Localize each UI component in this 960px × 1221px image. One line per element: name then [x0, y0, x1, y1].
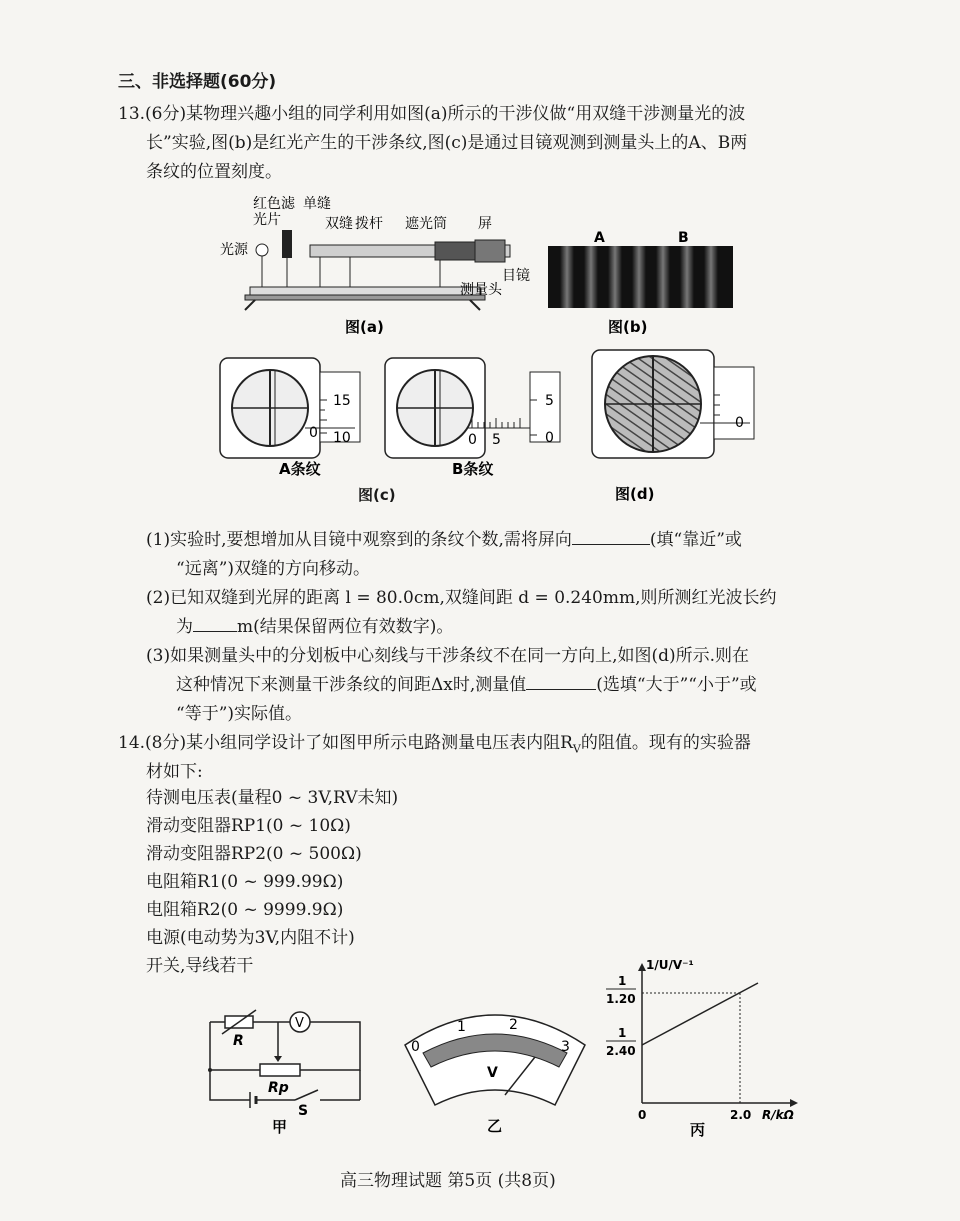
q13-p1-text-b: (填“靠近”或 [649, 530, 742, 550]
fig-bing-ytick-top-num: 1 [618, 974, 627, 988]
fig-bing-x-tick: 2.0 [730, 1108, 752, 1122]
fig-c-a-tick-10: 10 [333, 430, 351, 446]
figure-yi-dial [395, 995, 595, 1140]
fig-yi-unit: V [487, 1065, 498, 1081]
q13-p2-line2 [176, 613, 453, 641]
q14-line1 [118, 729, 751, 763]
fig-c-b-tick-0-left: 0 [468, 432, 477, 448]
fig-a-label-measuring-head: 测量头 [460, 282, 502, 298]
fig-c-caption: 图(c) [358, 486, 396, 504]
fig-a-label-tube: 遮光筒 [405, 216, 447, 232]
q14-line1-sub: V [572, 742, 581, 756]
q13-p2-line1: (2)已知双缝到光屏的距离 l = 80.0cm,双缝间距 d = 0.240mm,则所测红光波长约 [146, 588, 777, 608]
q13-p2-text-b: 为 [176, 617, 193, 637]
fig-bing-x-axis-label: R/kΩ [762, 1108, 794, 1122]
figure-jia-circuit [200, 1000, 375, 1140]
fig-bing-ytick-top-den: 1.20 [606, 992, 636, 1006]
q13-p3-blank[interactable] [526, 671, 596, 690]
fig-c-b-label: B条纹 [452, 460, 494, 478]
fig-a-label-filter1: 红色滤 [253, 196, 295, 212]
fig-yi-tick-0: 0 [411, 1039, 420, 1055]
fig-c-b-tick-0-right: 0 [545, 430, 554, 446]
q13-line3: 条纹的位置刻度。 [146, 162, 282, 182]
fig-a-label-lever: 拨杆 [355, 216, 383, 232]
q14-line1-end: 的阻值。现有的实验器 [580, 733, 751, 753]
q13-p3-line1: (3)如果测量头中的分划板中心刻线与干涉条纹不在同一方向上,如图(d)所示.则在 [146, 646, 750, 666]
q14-line1-text: 14.(8分)某小组同学设计了如图甲所示电路测量电压表内阻R [118, 733, 573, 753]
figure-d-tilted [590, 345, 760, 505]
q13-line1: 13.(6分)某物理兴趣小组的同学利用如图(a)所示的干涉仪做“用双缝干涉测量光的波 [118, 104, 746, 124]
q14-item-source: 电源(电动势为3V,内阻不计) [146, 928, 355, 948]
fig-c-a-tick-0: 0 [309, 425, 318, 441]
fig-jia-meter: V [295, 1016, 304, 1031]
q14-item-r2: 电阻箱R2(0 ~ 9999.9Ω) [146, 900, 344, 920]
q13-p3-line2 [176, 671, 757, 699]
fig-c-a-tick-15: 15 [333, 393, 351, 409]
fig-bing-y-axis-label: 1/U/V⁻¹ [646, 958, 694, 972]
q13-p1-blank[interactable] [572, 526, 650, 545]
fig-yi-tick-1: 1 [457, 1019, 466, 1035]
fig-c-b-tick-5-mid: 5 [492, 432, 501, 448]
q13-p2-blank[interactable] [193, 613, 237, 632]
fig-jia-caption: 甲 [272, 1118, 288, 1136]
section-title: 三、非选择题(60分) [118, 72, 277, 92]
figure-c-a-fringe [215, 350, 365, 480]
q13-p3-line3: “等于”)实际值。 [176, 704, 303, 724]
fig-c-a-label: A条纹 [279, 460, 321, 478]
fig-a-label-screen: 屏 [478, 216, 492, 232]
fig-d-caption: 图(d) [615, 485, 655, 503]
q13-p1-line2: “远离”)双缝的方向移动。 [176, 559, 371, 579]
q14-line2: 材如下: [146, 762, 203, 782]
fig-bing-caption: 丙 [690, 1121, 706, 1139]
q14-item-r1: 电阻箱R1(0 ~ 999.99Ω) [146, 872, 344, 892]
fig-yi-tick-3: 3 [561, 1039, 570, 1055]
q14-item-rp1: 滑动变阻器RP1(0 ~ 10Ω) [146, 816, 351, 836]
fig-a-label-light-source: 光源 [220, 242, 248, 258]
q13-line2: 长”实验,图(b)是红光产生的干涉条纹,图(c)是通过目镜观测到测量头上的A、B两 [146, 133, 748, 153]
page-footer: 高三物理试题 第5页 (共8页) [340, 1171, 556, 1191]
q14-item-switch: 开关,导线若干 [146, 956, 254, 976]
fig-a-label-single-slit: 单缝 [303, 196, 331, 212]
figure-c-b-fringe [380, 350, 565, 480]
q13-p1-line1 [146, 526, 742, 554]
fig-a-label-double-slit: 双缝 [325, 216, 353, 232]
fig-d-tick-0: 0 [735, 415, 744, 431]
figure-b-fringes [540, 228, 740, 340]
fig-yi-tick-2: 2 [509, 1017, 518, 1033]
fig-a-caption: 图(a) [345, 318, 384, 336]
q14-item-rp2: 滑动变阻器RP2(0 ~ 500Ω) [146, 844, 362, 864]
q13-p1-text-a: (1)实验时,要想增加从目镜中观察到的条纹个数,需将屏向 [146, 530, 572, 550]
fig-bing-ytick-bot-den: 2.40 [606, 1044, 636, 1058]
fig-jia-r: R [233, 1033, 244, 1049]
q13-p2-text-c: m(结果保留两位有效数字)。 [237, 617, 454, 637]
fig-bing-ytick-bot-num: 1 [618, 1026, 627, 1040]
fig-b-label-a: A [594, 230, 605, 246]
q13-p3-text-b: 这种情况下来测量干涉条纹的间距Δx时,测量值 [176, 675, 527, 695]
fig-yi-caption: 乙 [487, 1117, 503, 1135]
figure-bing-graph [600, 955, 810, 1140]
fig-jia-s: S [298, 1103, 309, 1119]
q13-p3-text-c: (选填“大于”“小于”或 [596, 675, 757, 695]
figure-a-interferometer [215, 190, 530, 340]
fig-b-label-b: B [678, 230, 689, 246]
fig-bing-origin: 0 [638, 1108, 647, 1122]
fig-c-b-tick-5-top: 5 [545, 393, 554, 409]
fig-jia-rp: Rp [268, 1080, 289, 1096]
fig-a-label-eyepiece: 目镜 [502, 268, 530, 284]
q14-item-voltmeter: 待测电压表(量程0 ~ 3V,RV未知) [146, 788, 399, 808]
fig-b-caption: 图(b) [608, 318, 648, 336]
fig-a-label-filter2: 光片 [253, 212, 281, 228]
